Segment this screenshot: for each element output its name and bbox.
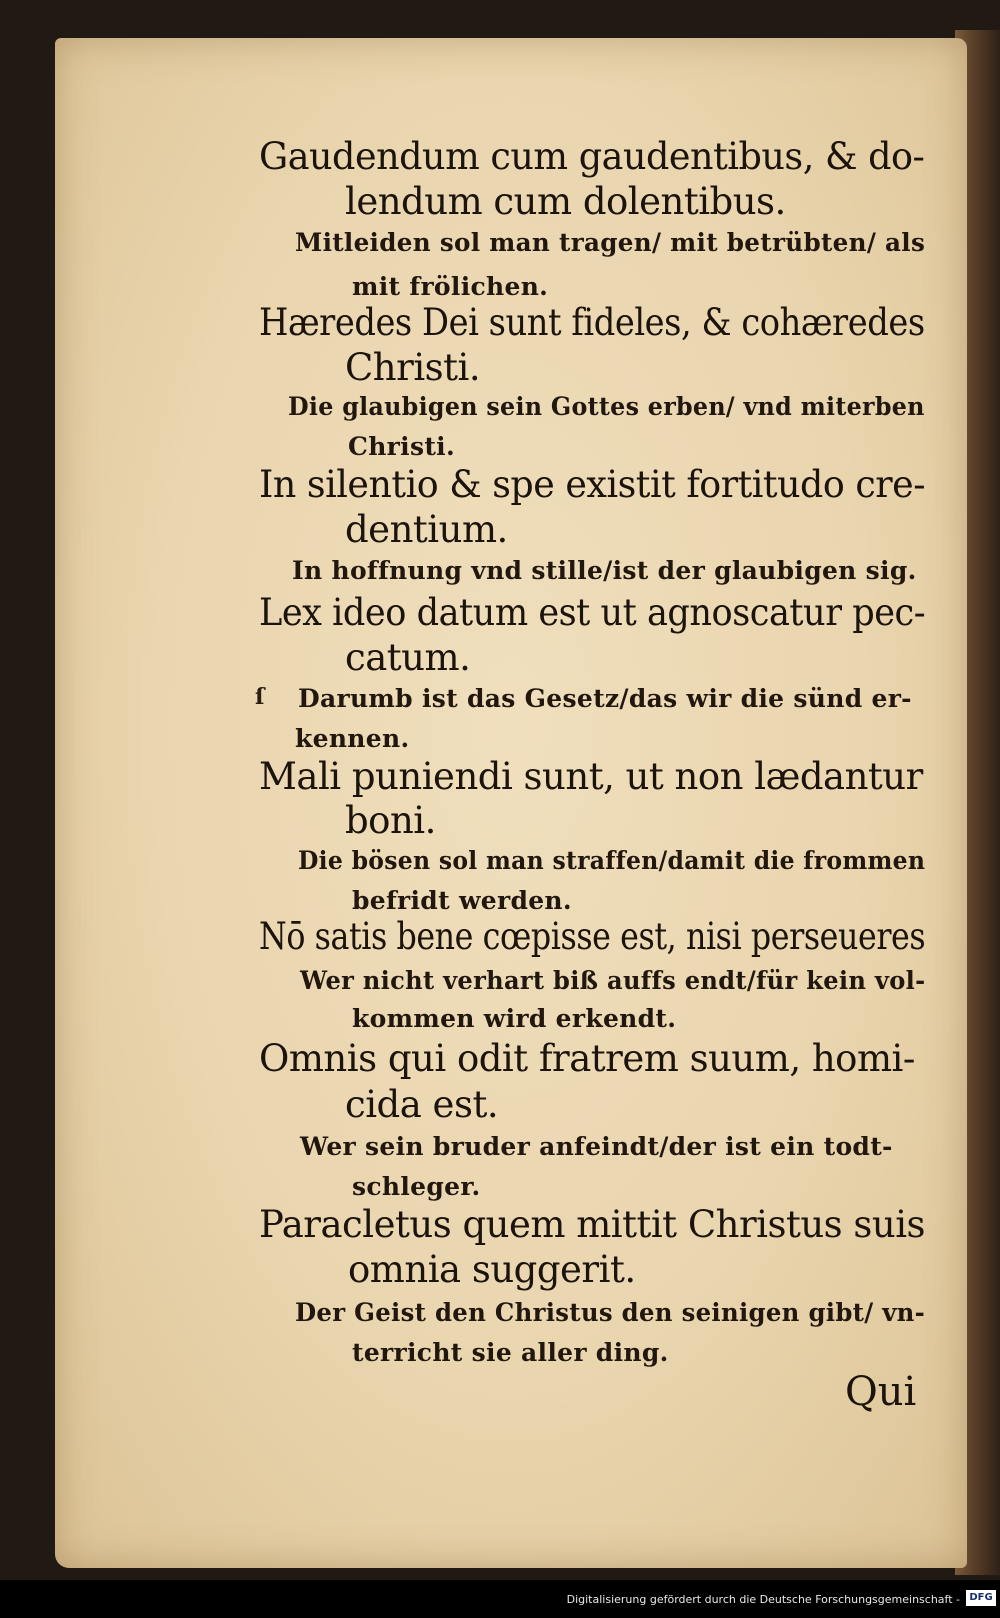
german-line: Der Geist den Christus den seinigen gibt/ vn- [295, 1298, 926, 1327]
latin-line: cida est. [345, 1083, 499, 1126]
page-text-block [55, 38, 967, 1568]
german-line: Die glaubigen sein Gottes erben/ vnd miterben [288, 392, 925, 421]
german-line: Darumb ist das Gesetz/das wir die sünd er- [298, 684, 912, 713]
latin-line: In silentio & spe existit fortitudo cre- [259, 463, 926, 506]
latin-line: Gaudendum cum gaudentibus, & do- [259, 135, 925, 178]
german-line: Christi. [348, 432, 455, 461]
latin-line: lendum cum dolentibus. [345, 180, 786, 223]
digitization-footer [0, 1580, 1000, 1618]
latin-line: Omnis qui odit fratrem suum, homi- [259, 1037, 915, 1080]
stray-margin-mark: ſ [255, 684, 265, 710]
latin-line: Hæredes Dei sunt fideles, & cohæredes [259, 301, 925, 344]
book-page [55, 38, 967, 1568]
latin-line: dentium. [345, 508, 508, 551]
german-line: kommen wird erkendt. [352, 1004, 677, 1033]
dfg-logo: DFG [966, 1590, 996, 1606]
german-line: Wer nicht verhart biß auffs endt/für kein vol- [300, 966, 926, 995]
german-line: terricht sie aller ding. [352, 1338, 669, 1367]
latin-line: Lex ideo datum est ut agnoscatur pec- [259, 591, 926, 634]
german-line: Wer sein bruder anfeindt/der ist ein todt- [300, 1132, 893, 1161]
german-line: schleger. [352, 1172, 481, 1201]
german-line: Mitleiden sol man tragen/ mit betrübten/ als [295, 228, 926, 257]
german-line: kennen. [295, 724, 410, 753]
latin-line: Nō satis bene cœpisse est, nisi perseueres [259, 915, 926, 958]
latin-line: Christi. [345, 346, 481, 389]
footer-credit: Digitalisierung gefördert durch die Deutsche Forschungsgemeinschaft - [566, 1593, 960, 1606]
latin-line: Mali puniendi sunt, ut non lædantur [259, 755, 923, 798]
german-line: befridt werden. [352, 886, 572, 915]
latin-line: omnia suggerit. [348, 1248, 636, 1291]
catchword: Qui [845, 1369, 917, 1415]
german-line: Die bösen sol man straffen/damit die frommen [298, 846, 926, 875]
german-line: mit frölichen. [352, 272, 549, 301]
latin-line: boni. [345, 799, 436, 842]
latin-line: catum. [345, 636, 471, 679]
german-line: In hoffnung vnd stille/ist der glaubigen sig. [292, 556, 917, 585]
latin-line: Paracletus quem mittit Christus suis [259, 1203, 926, 1246]
